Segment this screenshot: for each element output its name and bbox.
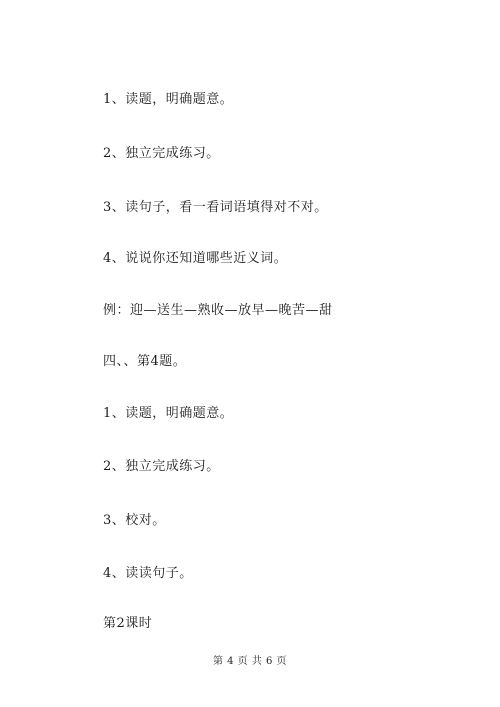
paragraph-example-antonyms: 例：迎—送生—熟收—放早—晚苦—甜 (103, 303, 333, 318)
paragraph-step-1-read-question-b: 1、读题，明确题意。 (103, 406, 234, 421)
paragraph-step-3-check: 3、校对。 (103, 513, 166, 528)
lesson-heading: 第2课时 (103, 616, 153, 631)
section-heading-four: 四、、第4题。 (103, 354, 187, 369)
paragraph-step-2-practice: 2、独立完成练习。 (103, 146, 220, 161)
paragraph-step-3-read-sentences: 3、读句子，看一看词语填得对不对。 (103, 200, 328, 215)
paragraph-step-2-practice-b: 2、独立完成练习。 (103, 459, 220, 474)
paragraph-step-1-read-question: 1、读题，明确题意。 (103, 92, 234, 107)
page-number-footer: 第 4 页 共 6 页 (212, 656, 288, 667)
paragraph-step-4-read-sentences: 4、读读句子。 (103, 566, 193, 581)
paragraph-step-4-synonyms: 4、说说你还知道哪些近义词。 (103, 251, 288, 266)
